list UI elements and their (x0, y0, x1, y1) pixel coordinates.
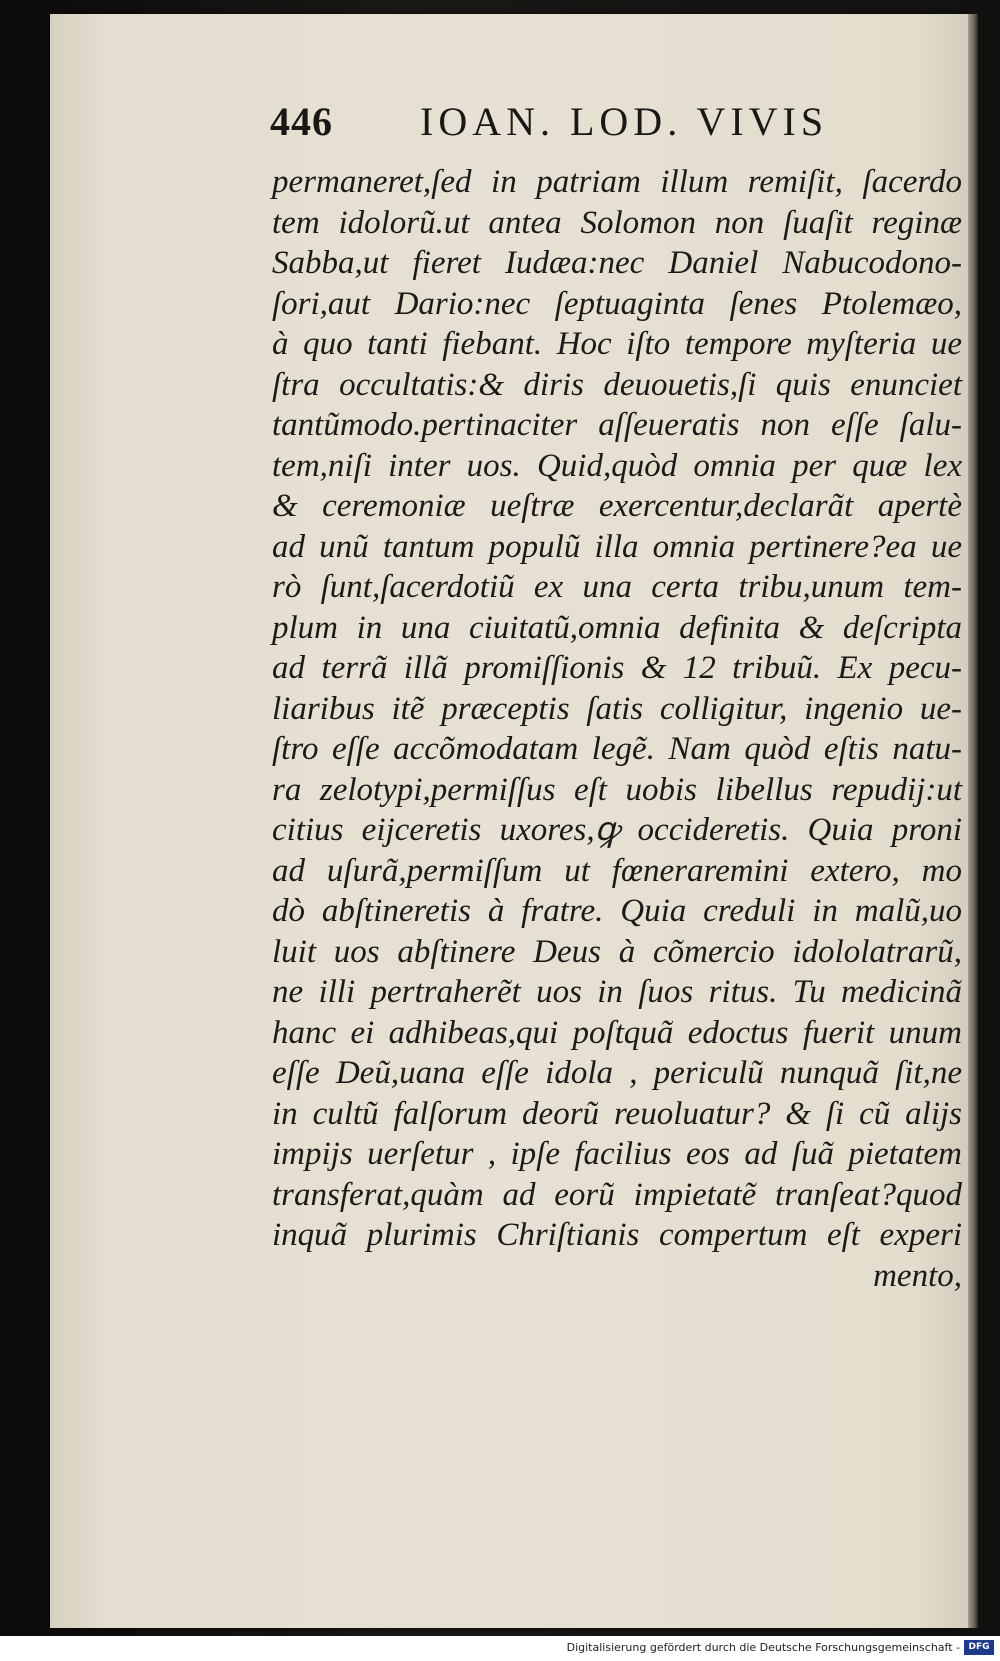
dfg-logo: DFG (964, 1640, 994, 1655)
text-line: ad unũ tantum populũ illa omnia pertinere?ea ue (272, 528, 962, 565)
text-line: tem,niſi inter uos. Quid,quòd omnia per quæ lex (272, 447, 962, 484)
text-line: à quo tanti fiebant. Hoc iſto tempore myſteria ue (272, 326, 962, 362)
text-line: ſtra occultatis:& diris deuouetis,ſi quis enunciet (272, 366, 962, 403)
text-line: in cultũ falſorum deorũ reuoluatur? & ſi cũ alijs (272, 1095, 962, 1132)
body-text (272, 162, 962, 1296)
text-line: ne illi pertraherẽt uos in ſuos ritus. Tu medicinã (272, 974, 962, 1010)
text-line: impijs uerſetur , ipſe facilius eos ad ſuã pietatem (272, 1136, 962, 1172)
footer-bar (0, 1636, 1000, 1661)
text-line: ad uſurã,permiſſum ut fœneraremini extero, mo (272, 852, 962, 889)
running-head: IOAN. LOD. VIVIS (420, 99, 829, 144)
text-line: inquã plurimis Chriſtianis compertum eſt experi (272, 1217, 962, 1253)
text-line: plum in una ciuitatũ,omnia definita & deſcripta (272, 609, 962, 646)
text-line: mento, (873, 1257, 962, 1294)
text-line: liaribus itẽ præceptis ſatis colligitur, ingenio ue- (272, 690, 962, 727)
page-header (270, 98, 870, 148)
text-line: tantũmodo.pertinaciter aſſeueratis non eſſe ſalu- (272, 407, 962, 443)
text-line: & ceremoniæ ueſtræ exercentur,declarãt apertè (272, 488, 962, 524)
text-line: luit uos abſtinere Deus à cõmercio idololatrarũ, (272, 933, 962, 970)
text-line: hanc ei adhibeas,qui poſtquã edoctus fuerit unum (272, 1014, 962, 1051)
text-line: tem idolorũ.ut antea Solomon non ſuaſit reginæ (272, 204, 962, 241)
text-line: citius eijceretis uxores,ꝙ occideretis. Quia proni (272, 812, 962, 848)
text-line: ſtro eſſe accõmodatam legẽ. Nam quòd eſtis natu- (272, 731, 962, 767)
text-line: ad terrã illã promiſſionis & 12 tribuũ. Ex pecu- (272, 650, 962, 686)
page-number: 446 (270, 99, 333, 144)
text-line: ſori,aut Dario:nec ſeptuaginta ſenes Ptolemæo, (272, 285, 962, 322)
text-line: ra zelotypi,permiſſus eſt uobis libellus repudij:ut (272, 771, 962, 808)
page-edge (968, 14, 978, 1628)
text-line: Sabba,ut fieret Iudæa:nec Daniel Nabucodono- (272, 245, 962, 281)
text-line: dò abſtineretis à fratre. Quia creduli in malũ,uo (272, 893, 962, 929)
digitization-credit: Digitalisierung gefördert durch die Deutsche Forschungsgemeinschaft - (566, 1641, 960, 1654)
text-line: transferat,quàm ad eorũ impietatẽ tranſeat?quod (272, 1176, 962, 1213)
text-line: permaneret,ſed in patriam illum remiſit, ſacerdo (272, 164, 962, 200)
text-line: rò ſunt,ſacerdotiũ ex una certa tribu,unum tem- (272, 569, 962, 605)
text-line: eſſe Deũ,uana eſſe idola , periculũ nunquã ſit,ne (272, 1055, 962, 1091)
